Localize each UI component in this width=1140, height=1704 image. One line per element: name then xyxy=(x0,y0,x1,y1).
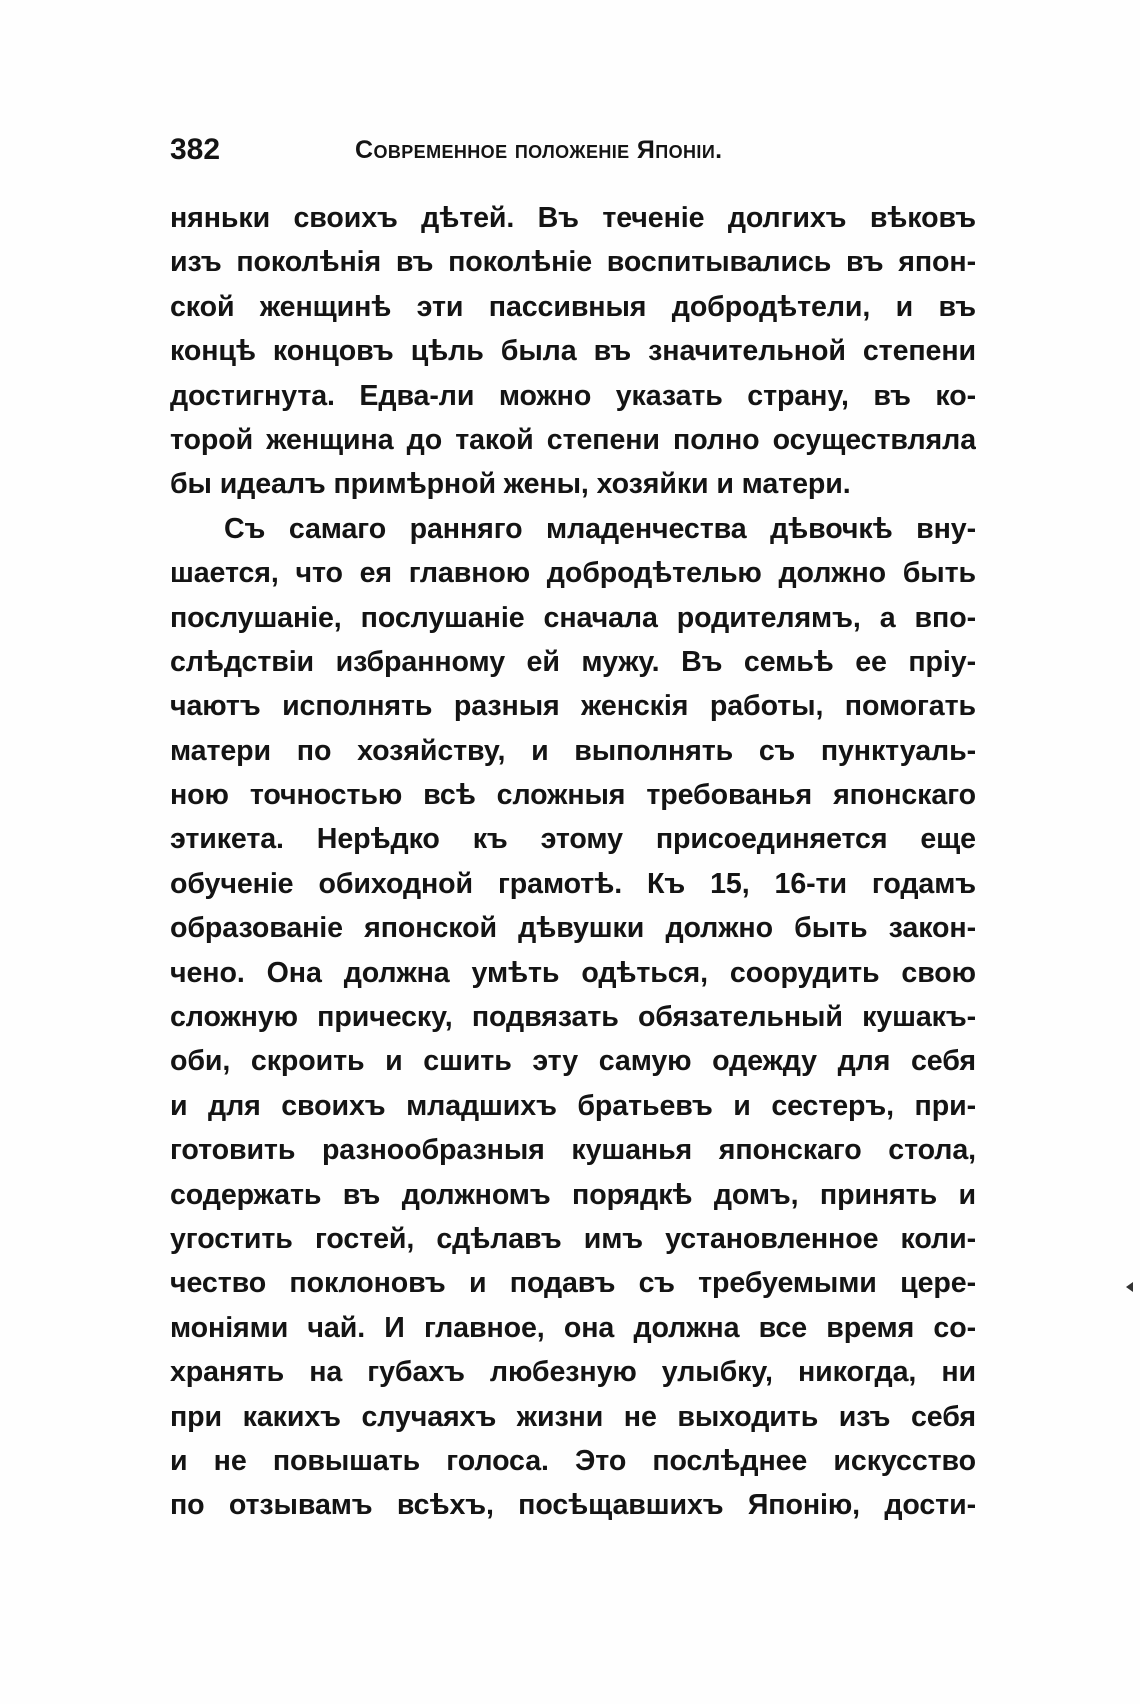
text-line: угостить гостей, сдѣлавъ имъ установленное коли- xyxy=(170,1222,976,1255)
paragraph-2 xyxy=(170,507,976,1528)
text-line: обученіе обиходной грамотѣ. Къ 15, 16-ти годамъ xyxy=(170,867,976,900)
text-line: готовить разнообразныя кушанья японскаго стола, xyxy=(170,1134,976,1167)
page-number: 382 xyxy=(170,133,221,166)
text-line: этикета. Нерѣдко къ этому присоединяется еще xyxy=(170,823,976,856)
text-line: ною точностью всѣ сложныя требованья японскаго xyxy=(170,779,976,812)
margin-mark xyxy=(1126,1282,1133,1292)
text-line: по отзывамъ всѣхъ, посѣщавшихъ Японію, дости- xyxy=(170,1489,976,1522)
text-line: моніями чай. И главное, она должна все время со- xyxy=(170,1311,976,1344)
text-line: шается, что ея главною добродѣтелью должно быть xyxy=(170,557,976,590)
text-line: сложную прическу, подвязать обязательный кушакъ- xyxy=(170,1001,976,1034)
text-line: бы идеалъ примѣрной жены, хозяйки и матери. xyxy=(170,468,851,501)
text-line: Съ самаго ранняго младенчества дѣвочкѣ вну- xyxy=(224,512,976,545)
text-line: слѣдствіи избранному ей мужу. Въ семьѣ ее пріу- xyxy=(170,645,976,678)
text-line: торой женщина до такой степени полно осуществляла xyxy=(170,423,976,456)
text-line: няньки своихъ дѣтей. Въ теченіе долгихъ вѣковъ xyxy=(170,202,976,234)
running-header xyxy=(170,128,970,172)
text-line: хранять на губахъ любезную улыбку, никогда, ни xyxy=(170,1356,976,1389)
text-line: оби, скроить и сшить эту самую одежду для себя xyxy=(170,1045,976,1078)
text-line: ской женщинѣ эти пассивныя добродѣтели, и въ xyxy=(170,290,976,323)
text-line: чено. Она должна умѣть одѣться, соорудить свою xyxy=(170,956,976,989)
text-line: при какихъ случаяхъ жизни не выходить изъ себя xyxy=(170,1400,976,1433)
text-line: изъ поколѣнія въ поколѣніе воспитывались въ япон- xyxy=(170,246,976,279)
text-line: содержать въ должномъ порядкѣ домъ, принять и xyxy=(170,1178,976,1211)
text-line: и не повышать голоса. Это послѣднее искусство xyxy=(170,1444,976,1477)
text-line: концѣ концовъ цѣль была въ значительной степени xyxy=(170,335,976,368)
text-line: чество поклоновъ и подавъ съ требуемыми цере- xyxy=(170,1267,976,1300)
text-line: достигнута. Едва-ли можно указать страну, въ ко- xyxy=(170,379,976,412)
text-line: послушаніе, послушаніе сначала родителямъ, а впо- xyxy=(170,601,976,634)
text-line: матери по хозяйству, и выполнять съ пунктуаль- xyxy=(170,734,976,767)
text-line: чаютъ исполнять разныя женскія работы, помогать xyxy=(170,690,976,723)
text-line: образованіе японской дѣвушки должно быть закон- xyxy=(170,912,976,945)
running-title: Современное положеніе Японіи. xyxy=(355,136,723,164)
body-text xyxy=(170,196,976,1528)
paragraph-1 xyxy=(170,196,976,507)
text-line: и для своихъ младшихъ братьевъ и сестеръ, при- xyxy=(170,1089,976,1122)
